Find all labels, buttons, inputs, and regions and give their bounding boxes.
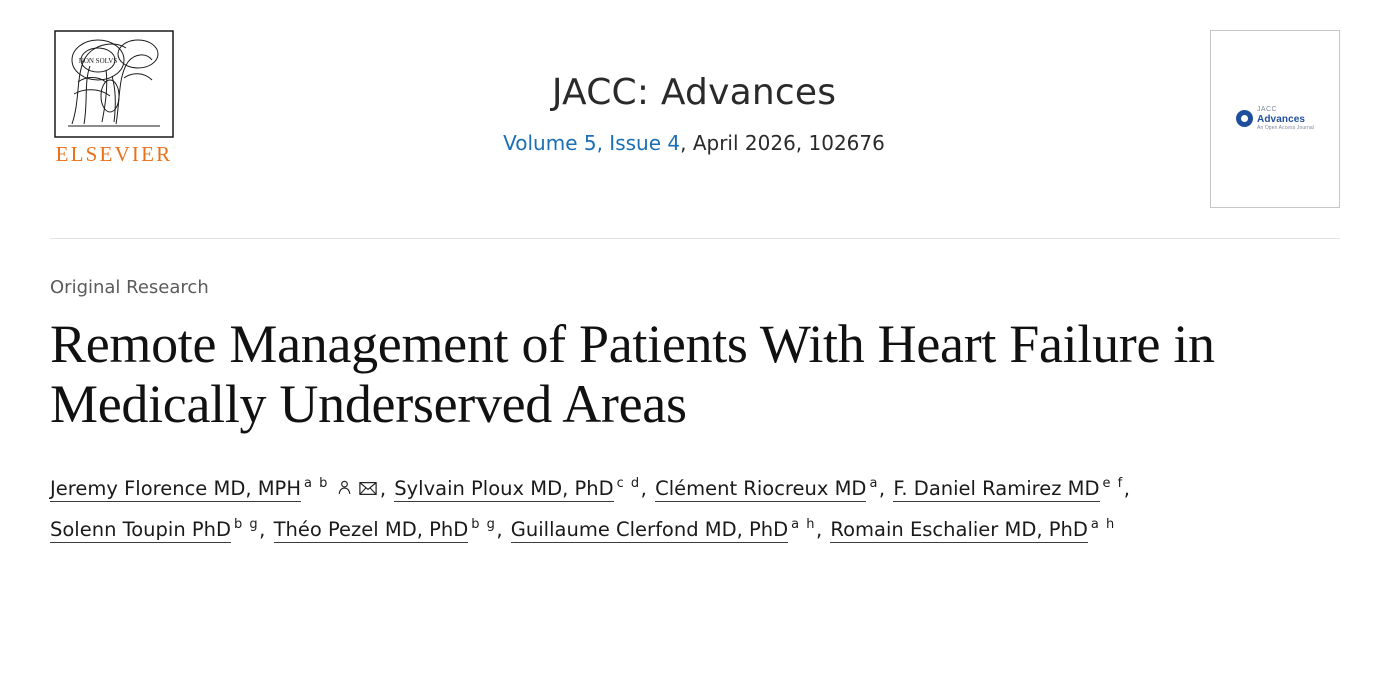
elsevier-tree-logo-icon [50, 30, 178, 138]
author-name[interactable]: Guillaume Clerfond MD, PhD [510, 517, 789, 541]
envelope-icon[interactable] [359, 470, 377, 510]
author-name[interactable]: Théo Pezel MD, PhD [273, 517, 469, 541]
author-name[interactable]: Solenn Toupin PhD [50, 517, 232, 541]
author-separator: , [496, 517, 503, 541]
author-name[interactable]: Sylvain Ploux MD, PhD [394, 476, 614, 500]
author-affiliation-marks: b g [471, 517, 497, 533]
jacc-seal-icon [1236, 110, 1253, 127]
author-affiliation-marks: a h [1090, 517, 1116, 533]
author-separator: , [259, 517, 266, 541]
author-name[interactable]: Jeremy Florence MD, MPH [50, 476, 301, 500]
author-item [50, 477, 388, 500]
author-affiliation-marks: a b [303, 476, 329, 492]
svg-text:NON SOLVS: NON SOLVS [78, 57, 118, 65]
journal-info [178, 24, 1210, 155]
article-body [0, 239, 1390, 550]
cover-line-advances: Advances [1257, 114, 1306, 126]
author-separator: , [379, 476, 387, 500]
elsevier-logo [50, 24, 178, 167]
author-separator: , [878, 476, 886, 500]
author-affiliation-marks: b g [234, 517, 260, 533]
issue-date-text: , April 2026, 102676 [680, 131, 885, 155]
elsevier-wordmark: ELSEVIER [55, 142, 173, 166]
article-type-label: Original Research [50, 277, 209, 298]
cover-line-open-access: An Open Access Journal [1257, 124, 1314, 131]
author-contact-icons [333, 469, 380, 509]
author-name[interactable]: Romain Eschalier MD, PhD [830, 517, 1088, 541]
author-separator: , [640, 476, 647, 500]
journal-title: JACC: Advances [551, 72, 837, 113]
author-affiliation-marks: c d [616, 476, 641, 492]
journal-issue-line [178, 131, 1210, 155]
author-separator: , [1123, 476, 1130, 500]
author-name[interactable]: F. Daniel Ramirez MD [893, 476, 1100, 500]
author-list [50, 469, 1310, 550]
author-affiliation-marks: a h [791, 517, 817, 533]
author-item [893, 477, 1132, 500]
author-separator: , [816, 517, 823, 541]
author-name[interactable]: Clément Riocreux MD [655, 476, 867, 500]
journal-cover-thumbnail[interactable] [1210, 30, 1340, 208]
author-item [50, 518, 267, 541]
author-item [655, 477, 887, 500]
author-item [394, 477, 649, 500]
author-item [511, 518, 824, 541]
issue-link[interactable]: Volume 5, Issue 4 [503, 131, 681, 155]
person-icon[interactable] [336, 470, 353, 510]
page-title: Remote Management of Patients With Heart Failure in Medically Underserved Areas [50, 314, 1215, 435]
author-item [830, 518, 1117, 541]
journal-header [0, 0, 1390, 238]
author-affiliation-marks: a [869, 476, 879, 492]
cover-line-jacc: JACC [1257, 106, 1277, 114]
author-affiliation-marks: e f [1102, 476, 1124, 492]
author-item [274, 518, 505, 541]
